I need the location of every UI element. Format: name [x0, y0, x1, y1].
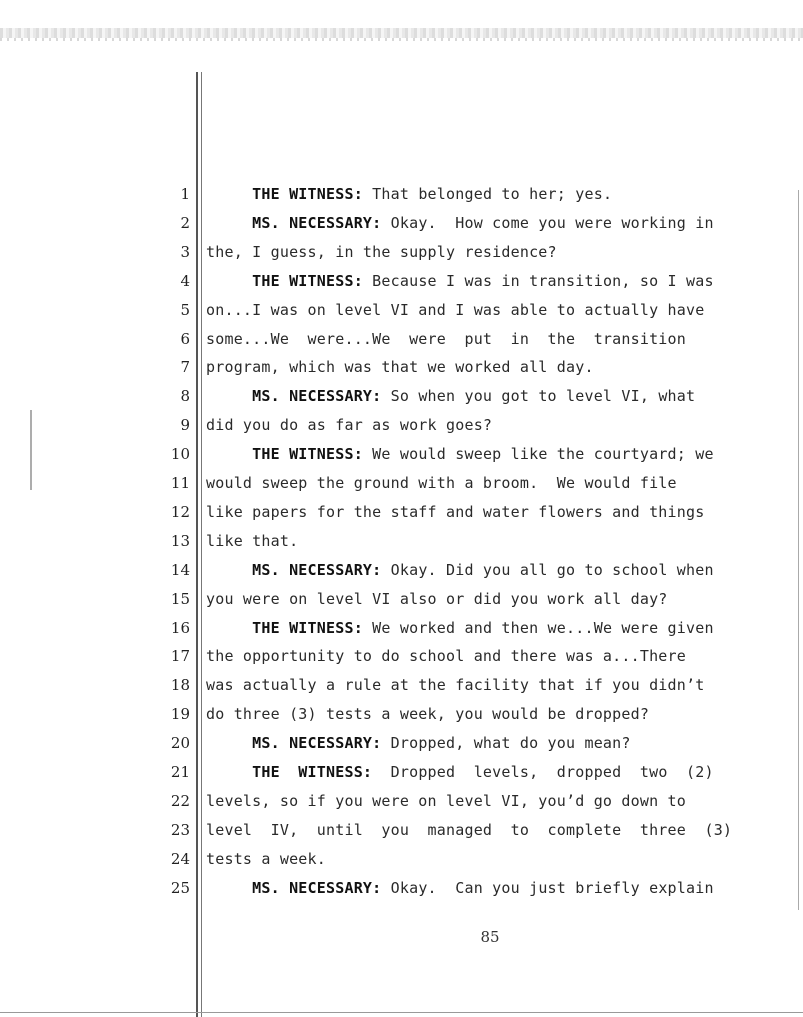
indent	[206, 214, 252, 232]
transcript-line	[206, 503, 778, 521]
line-text: Dropped levels, dropped two (2)	[381, 763, 714, 781]
bottom-rule	[0, 1012, 803, 1013]
transcript-line	[206, 734, 778, 752]
line-number: 17	[170, 647, 190, 665]
page-number: 85	[480, 928, 500, 946]
line-number: 15	[170, 590, 190, 608]
line-number: 4	[180, 272, 190, 290]
line-number: 3	[180, 243, 190, 261]
line-text: program, which was that we worked all day.	[206, 358, 594, 376]
line-number: 5	[180, 301, 190, 319]
line-number: 12	[170, 503, 190, 521]
line-number: 19	[170, 705, 190, 723]
line-number: 20	[170, 734, 190, 752]
line-text: Okay. How come you were working in	[390, 214, 714, 232]
line-number: 22	[170, 792, 190, 810]
line-number: 7	[180, 358, 190, 376]
line-text: Dropped, what do you mean?	[390, 734, 631, 752]
transcript-line	[206, 214, 778, 232]
transcript-line	[206, 387, 778, 405]
transcript-line	[206, 705, 778, 723]
indent	[206, 272, 252, 290]
indent	[206, 619, 252, 637]
indent	[206, 561, 252, 579]
line-text: Okay. Can you just briefly explain	[390, 879, 714, 897]
line-text: do three (3) tests a week, you would be dropped?	[206, 705, 650, 723]
line-text: would sweep the ground with a broom. We would file	[206, 474, 677, 492]
line-number: 14	[170, 561, 190, 579]
line-number: 21	[170, 763, 190, 781]
scan-artifact-top	[0, 28, 803, 38]
line-number: 10	[170, 445, 190, 463]
line-number: 8	[180, 387, 190, 405]
transcript-line	[206, 619, 778, 637]
transcript-line	[206, 358, 778, 376]
scan-artifact-left	[30, 410, 32, 490]
transcript-line	[206, 445, 778, 463]
speaker-label: THE WITNESS:	[252, 445, 363, 463]
line-text: was actually a rule at the facility that if you didn’t	[206, 676, 705, 694]
transcript-line	[206, 561, 778, 579]
speaker-label: MS. NECESSARY:	[252, 387, 382, 405]
left-margin-rule-inner	[201, 72, 202, 1017]
transcript-line	[206, 763, 778, 781]
line-number: 25	[170, 879, 190, 897]
speaker-label: THE WITNESS:	[252, 272, 363, 290]
line-number: 13	[170, 532, 190, 550]
transcript-line	[206, 416, 778, 434]
line-text: the opportunity to do school and there was a...There	[206, 647, 686, 665]
line-text: some...We were...We were put in the transition	[206, 330, 686, 348]
transcript-line	[206, 185, 778, 203]
speaker-label: THE WITNESS:	[252, 619, 363, 637]
scan-artifact-top-line	[0, 38, 803, 41]
indent	[206, 763, 252, 781]
transcript-line	[206, 647, 778, 665]
speaker-label: MS. NECESSARY:	[252, 879, 382, 897]
line-text: like papers for the staff and water flowers and things	[206, 503, 705, 521]
transcript-line	[206, 243, 778, 261]
transcript-line	[206, 590, 778, 608]
line-text: We worked and then we...We were given	[372, 619, 714, 637]
line-text: levels, so if you were on level VI, you’d go down to	[206, 792, 686, 810]
line-text: did you do as far as work goes?	[206, 416, 493, 434]
line-text: tests a week.	[206, 850, 326, 868]
transcript-line	[206, 879, 778, 897]
line-number: 2	[180, 214, 190, 232]
speaker-label: MS. NECESSARY:	[252, 561, 382, 579]
line-text: you were on level VI also or did you work all day?	[206, 590, 668, 608]
speaker-label: MS. NECESSARY:	[252, 214, 382, 232]
line-text: That belonged to her; yes.	[372, 185, 613, 203]
line-text: level IV, until you managed to complete three (3)	[206, 821, 733, 839]
left-margin-rule	[196, 72, 198, 1017]
line-text: Because I was in transition, so I was	[372, 272, 714, 290]
line-number: 11	[170, 474, 190, 492]
transcript-line	[206, 474, 778, 492]
transcript-line	[206, 272, 778, 290]
speaker-label: THE WITNESS:	[252, 763, 373, 781]
line-text: So when you got to level VI, what	[390, 387, 696, 405]
line-text: We would sweep like the courtyard; we	[372, 445, 714, 463]
indent	[206, 185, 252, 203]
line-number: 24	[170, 850, 190, 868]
transcript-line	[206, 792, 778, 810]
transcript-line	[206, 301, 778, 319]
transcript-line	[206, 532, 778, 550]
line-text: like that.	[206, 532, 299, 550]
line-number: 18	[170, 676, 190, 694]
transcript-line	[206, 821, 778, 839]
line-text: Okay. Did you all go to school when	[390, 561, 714, 579]
line-number: 1	[180, 185, 190, 203]
transcript-line	[206, 330, 778, 348]
line-text: the, I guess, in the supply residence?	[206, 243, 557, 261]
right-margin-rule	[798, 190, 799, 910]
speaker-label: MS. NECESSARY:	[252, 734, 382, 752]
indent	[206, 445, 252, 463]
speaker-label: THE WITNESS:	[252, 185, 363, 203]
line-number: 23	[170, 821, 190, 839]
indent	[206, 734, 252, 752]
indent	[206, 879, 252, 897]
line-text: on...I was on level VI and I was able to actually have	[206, 301, 705, 319]
line-number: 16	[170, 619, 190, 637]
line-number: 9	[180, 416, 190, 434]
line-number: 6	[180, 330, 190, 348]
transcript-line	[206, 850, 778, 868]
indent	[206, 387, 252, 405]
transcript-line	[206, 676, 778, 694]
